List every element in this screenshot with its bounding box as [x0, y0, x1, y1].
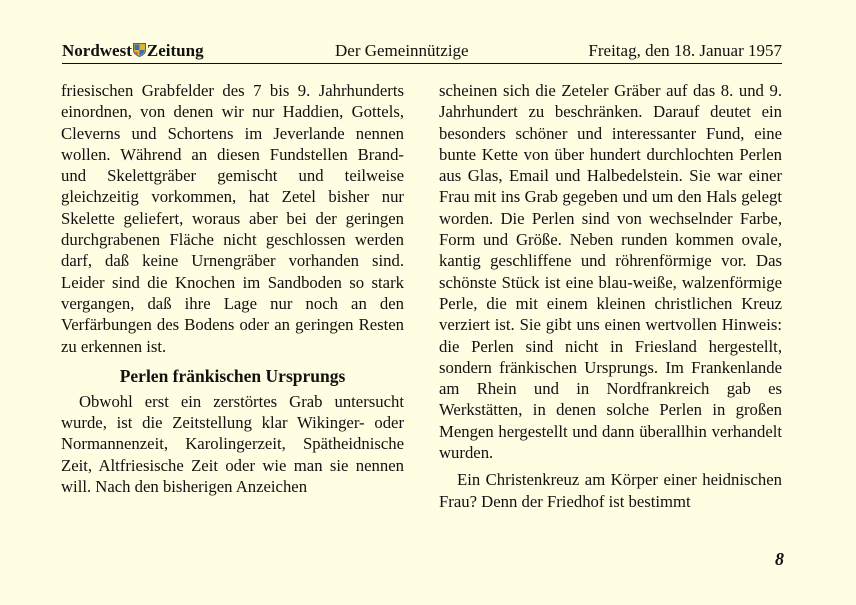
coat-of-arms-icon [133, 43, 146, 57]
left-paragraph-2: Obwohl erst ein zerstörtes Grab untersucht wurde, ist die Zeitstellung klar Wikinger- oder Normannenzeit, Karolingerzeit, Spätheidnische Zeit, Altfriesische Zeit oder wie man sie nennen will. Nach den bisherigen Anzeichen [61, 391, 404, 497]
left-column [61, 80, 404, 497]
section-subheading: Perlen fränkischen Ursprungs [119, 365, 346, 386]
page-number: 8 [775, 549, 784, 569]
right-column [439, 80, 782, 512]
newspaper-masthead [62, 40, 204, 62]
left-paragraph-1: friesischen Grabfelder des 7 bis 9. Jahrhunderts einordnen, von denen wir nur Haddien, Gottels, Cleverns und Schortens im Jeverlande nennen wollen. Während an diesen Fundstellen Brand- und Skelettgräber gemischt und teilweise gleichzeitig vorkommen, hat Zetel bisher nur Skelette geliefert, woraus aber bei der geringen durchgrabenen Fläche nicht geschlossen werden darf, daß keine Urnengräber vorhanden sind. Leider sind die Knochen im Sandboden so stark vergangen, daß ihre Lage nur noch an den Verfärbungen des Bodens oder an geringen Resten zu erkennen ist. [61, 81, 404, 356]
issue-date: Freitag, den 18. Januar 1957 [588, 41, 782, 60]
masthead-part-2: Zeitung [146, 41, 204, 60]
page-header [62, 40, 782, 62]
right-paragraph-2: Ein Christenkreuz am Körper einer heidnischen Frau? Denn der Friedhof ist bestimmt [439, 470, 782, 511]
supplement-title: Der Gemeinnützige [335, 41, 469, 60]
right-paragraph-1: scheinen sich die Zeteler Gräber auf das 8. und 9. Jahrhundert zu beschränken. Darauf deutet ein besonders schöner und interessanter Fund, eine bunte Kette von über hundert durchlochten Perlen aus Glas, Email und Halbedelstein. Sie war einer Frau mit ins Grab gegeben und um den Hals gelegt worden. Die Perlen sind von wechselnder Farbe, Form und Größe. Neben runden kommen ovale, kantig geschliffene und röhrenförmige vor. Das schönste Stück ist eine blau-weiße, walzenförmige Perle, die mit einem kleinen christlichen Kreuz verziert ist. Sie gibt uns einen wertvollen Hinweis: die Perlen sind nicht in Friesland hergestellt, sondern fränkischen Ursprungs. Im Frankenlande am Rhein und in Nordfrankreich gab es Werkstätten, in denen solche Perlen in großen Mengen hergestellt und dann überallhin verhandelt wurden. [439, 81, 782, 463]
header-rule [62, 63, 782, 64]
masthead-part-1: Nordwest [62, 41, 132, 60]
